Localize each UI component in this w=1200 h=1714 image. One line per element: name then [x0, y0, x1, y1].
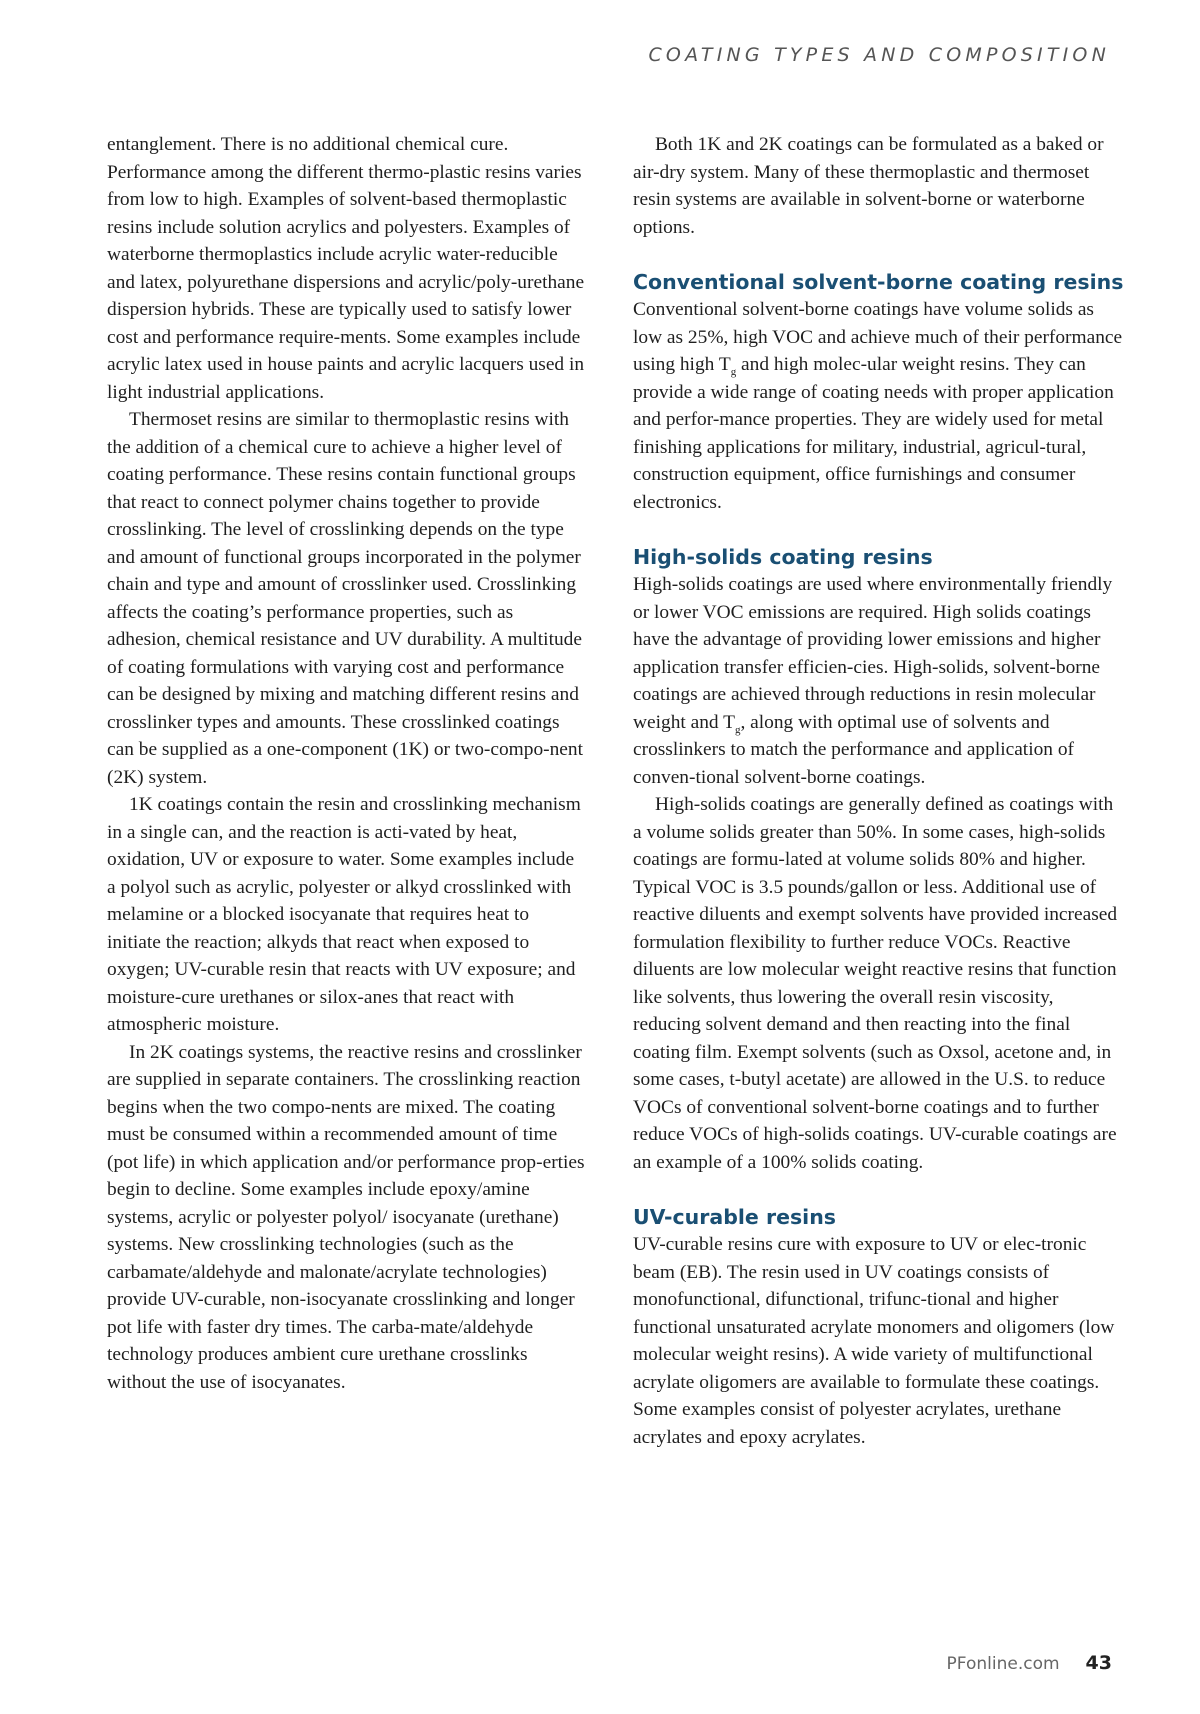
- high-solids-text-part-b: , along with optimal use of solvents and crosslinkers to match the performance and application of conven-tional solvent-borne coatings.: [633, 711, 1074, 788]
- glass-transition-subscript: g: [730, 366, 737, 378]
- left-paragraph-thermoset: Thermoset resins are similar to thermoplastic resins with the addition of a chemical cure to achieve a higher level of coating performance. These resins contain functional groups that react to connect polymer chains together to provide crosslinking. The level of crosslinking depends on the type and amount of functional groups incorporated in the polymer chain and type and amount of crosslinker used. Crosslinking affects the coating’s performance properties, such as adhesion, chemical resistance and UV durability. A multitude of coating formulations with varying cost and performance can be designed by mixing and matching different resins and crosslinker types and amounts. These crosslinked coatings can be supplied as a one-component (1K) or two-compo-nent (2K) system.: [107, 409, 583, 788]
- footer-site-name: PFonline.com: [946, 1654, 1060, 1674]
- left-paragraph-2k-coatings: In 2K coatings systems, the reactive resins and crosslinker are supplied in separate containers. The crosslinking reaction begins when the two compo-nents are mixed. The coating must be consumed within a recommended amount of time (pot life) in which application and/or performance prop-erties begin to decline. Some examples include epoxy/amine systems, acrylic or polyester polyol/ isocyanate (urethane) systems. New crosslinking technologies (such as the carbamate/aldehyde and malonate/acrylate technologies) provide UV-curable, non-isocyanate crosslinking and longer pot life with faster dry times. The carba-mate/aldehyde technology produces ambient cure urethane crosslinks without the use of isocyanates.: [107, 1041, 585, 1393]
- conventional-text-part-b: and high molec-ular weight resins. They can provide a wide range of coating needs with proper application and perfor-mance properties. They are widely used for metal finishing applications for military, industrial, agricul-tural, construction equipment, office furnishings and consumer electronics.: [633, 354, 1114, 513]
- paragraph-high-solids-1: [633, 571, 1125, 791]
- page-footer: [947, 1652, 1112, 1674]
- left-paragraph-1k-coatings: 1K coatings contain the resin and crosslinking mechanism in a single can, and the reaction is acti-vated by heat, oxidation, UV or exposure to water. Some examples include a polyol such as acrylic, polyester or alkyd crosslinked with melamine or a blocked isocyanate that requires heat to initiate the reaction; alkyds that react when exposed to oxygen; UV-curable resin that reacts with UV exposure; and moisture-cure urethanes or silox-anes that react with atmospheric moisture.: [107, 794, 581, 1035]
- high-solids-text-part-a: High-solids coatings are used where environmentally friendly or lower VOC emissions are required. High solids coatings have the advantage of providing lower emissions and higher application transfer efficien-cies. High-solids, solvent-borne coatings are achieved through reductions in resin molecular weight and T: [633, 574, 1113, 733]
- left-column: [107, 131, 585, 1396]
- page-number: 43: [1085, 1652, 1112, 1674]
- heading-uv-curable: UV-curable resins: [633, 1204, 836, 1229]
- heading-high-solids: High-solids coating resins: [633, 544, 933, 569]
- paragraph-conventional-solvent-borne: [633, 296, 1125, 516]
- glass-transition-subscript: g: [734, 723, 741, 736]
- right-paragraph-intro: Both 1K and 2K coatings can be formulated as a baked or air-dry system. Many of these thermoplastic and thermoset resin systems are available in solvent-borne or waterborne options.: [633, 134, 1104, 238]
- heading-conventional-solvent-borne: Conventional solvent-borne coating resins: [633, 269, 1124, 294]
- paragraph-high-solids-2: High-solids coatings are generally defined as coatings with a volume solids greater than 50%. In some cases, high-solids coatings are formu-lated at volume solids 80% and higher. Typical VOC is 3.5 pounds/gallon or less. Additional use of reactive diluents and exempt solvents have provided increased formulation flexibility to further reduce VOCs. Reactive diluents are low molecular weight reactive resins that function like solvents, thus lowering the overall resin viscosity, reducing solvent demand and then reacting into the final coating film. Exempt solvents (such as Oxsol, acetone and, in some cases, t-butyl acetate) are allowed in the U.S. to reduce VOCs of conventional solvent-borne coatings and to further reduce VOCs of high-solids coatings. UV-curable coatings are an example of a 100% solids coating.: [633, 794, 1118, 1173]
- paragraph-uv-curable: UV-curable resins cure with exposure to UV or elec-tronic beam (EB). The resin used in UV coatings consists of monofunctional, difunctional, trifunc-tional and higher functional unsaturated acrylate monomers and oligomers (low molecular weight resins). A wide variety of multifunctional acrylate oligomers are available to formulate these coatings. Some examples consist of polyester acrylates, urethane acrylates and epoxy acrylates.: [633, 1234, 1115, 1448]
- conventional-text-part-a: Conventional solvent-borne coatings have volume solids as low as 25%, high VOC and achieve much of their performance using high T: [633, 299, 1123, 375]
- right-column: [633, 131, 1125, 1451]
- left-paragraph-thermoplastic: entanglement. There is no additional chemical cure. Performance among the different thermo-plastic resins varies from low to high. Examples of solvent-based thermoplastic resins include solution acrylics and polyesters. Examples of waterborne thermoplastics include acrylic water-reducible and latex, polyurethane dispersions and acrylic/poly-urethane dispersion hybrids. These are typically used to satisfy lower cost and performance require-ments. Some examples include acrylic latex used in house paints and acrylic lacquers used in light industrial applications.: [107, 134, 585, 403]
- running-head-title: COATING TYPES AND COMPOSITION: [648, 44, 1110, 66]
